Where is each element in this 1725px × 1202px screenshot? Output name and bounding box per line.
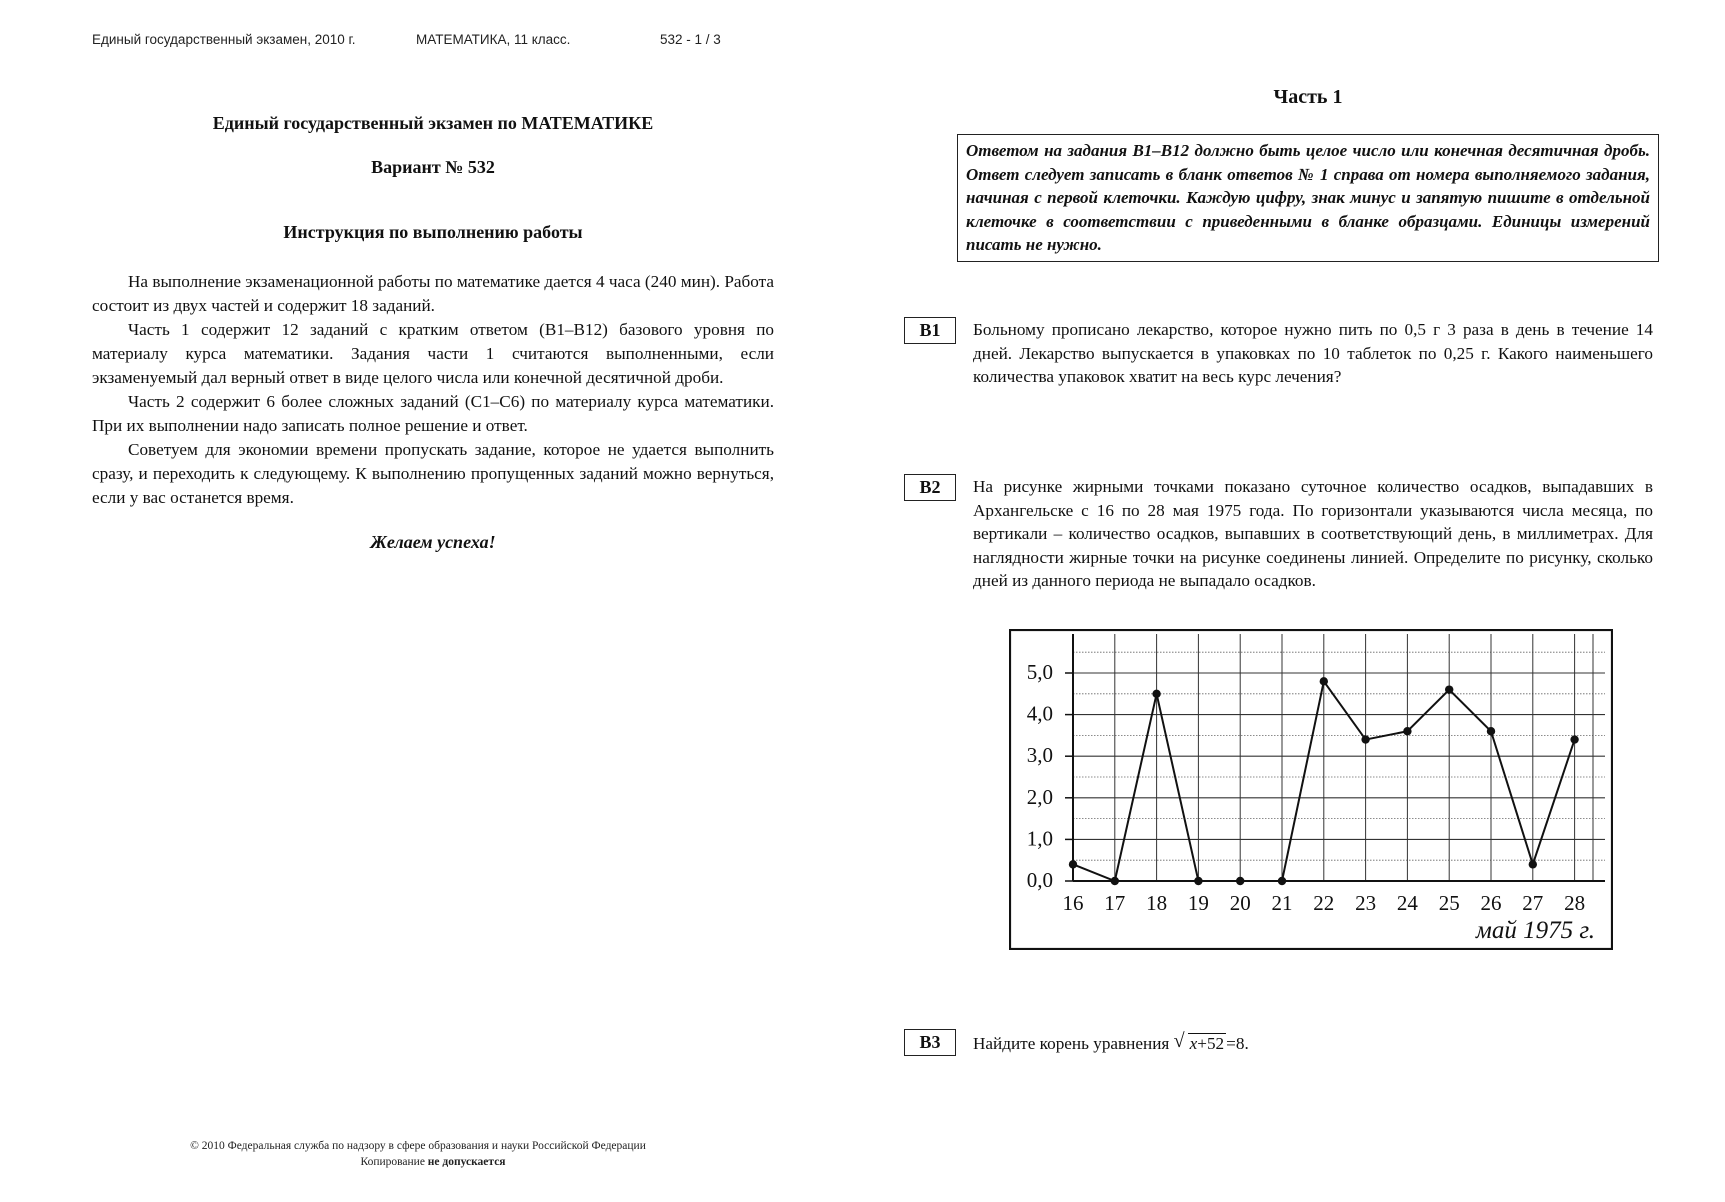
instructions-body bbox=[92, 270, 774, 510]
task-label-b1: B1 bbox=[904, 317, 956, 344]
copy-notice-bold: не допускается bbox=[427, 1156, 506, 1168]
data-point bbox=[1570, 735, 1578, 743]
instructions-title: Инструкция по выполнению работы bbox=[283, 222, 583, 242]
precipitation-chart-svg bbox=[1009, 629, 1613, 950]
data-point bbox=[1529, 860, 1537, 868]
x-tick-label: 21 bbox=[1271, 891, 1293, 915]
header-exam: Единый государственный экзамен, 2010 г. bbox=[92, 32, 356, 47]
x-tick-label: 26 bbox=[1480, 891, 1502, 915]
data-point bbox=[1069, 860, 1077, 868]
task-text-b3 bbox=[973, 1032, 1653, 1056]
copyright-footer bbox=[92, 1138, 774, 1170]
good-luck-text: Желаем успеха! bbox=[370, 532, 496, 552]
task-text-b2: На рисунке жирными точками показано суточное количество осадков, выпадавших в Архангельске с 16 по 28 мая 1975 года. По горизонтали указываются числа месяца, по вертикали – количество осадков, выпавших в соответствующий день, в миллиметрах. Для наглядности жирные точки на рисунке соединены линией. Определите по рисунку, сколько дней из данного периода не выпадало осадков. bbox=[973, 477, 1653, 590]
equation-variable: x bbox=[1189, 1034, 1198, 1053]
data-point bbox=[1361, 735, 1369, 743]
y-tick-label: 1,0 bbox=[1026, 826, 1053, 851]
data-point bbox=[1194, 877, 1202, 885]
task-label-b3: B3 bbox=[904, 1029, 956, 1056]
copy-notice-prefix: Копирование bbox=[360, 1156, 428, 1168]
exam-title: Единый государственный экзамен по МАТЕМАТИКЕ bbox=[212, 113, 654, 133]
variant-title: Вариант № 532 bbox=[371, 157, 495, 177]
x-tick-label: 23 bbox=[1355, 891, 1377, 915]
task-label-b2: B2 bbox=[904, 474, 956, 501]
y-tick-label: 0,0 bbox=[1026, 868, 1053, 892]
answer-instructions-box: Ответом на задания В1–В12 должно быть целое число или конечная десятичная дробь. Ответ следует записать в бланк ответов № 1 справа от номера выполняемого задания, начиная с первой клеточки. Каждую цифру, знак минус и запятую пишите в отдельной клеточке в соответствии с приведенными в бланке образцами. Единицы измерений писать не нужно. bbox=[957, 134, 1659, 262]
instructions-column bbox=[92, 110, 774, 553]
header-page-number: 532 - 1 / 3 bbox=[660, 32, 721, 47]
instructions-paragraph: На выполнение экзаменационной работы по математике дается 4 часа (240 мин). Работа состоит из двух частей и содержит 18 заданий. bbox=[92, 272, 774, 315]
square-root bbox=[1174, 1032, 1227, 1056]
data-point bbox=[1445, 685, 1453, 693]
task-b3-prefix: Найдите корень уравнения bbox=[973, 1034, 1174, 1053]
y-tick-label: 3,0 bbox=[1026, 743, 1053, 768]
y-tick-label: 4,0 bbox=[1026, 701, 1053, 726]
x-tick-label: 28 bbox=[1564, 891, 1586, 915]
instructions-paragraph: Часть 2 содержит 6 более сложных заданий (С1–С6) по материалу курса математики. При их выполнении надо записать полное решение и ответ. bbox=[92, 392, 774, 435]
data-point bbox=[1487, 727, 1495, 735]
radical-sign-icon: √ bbox=[1173, 1030, 1185, 1052]
equation-plus: + bbox=[1197, 1034, 1207, 1053]
precipitation-chart bbox=[1009, 629, 1613, 950]
x-tick-label: 18 bbox=[1146, 891, 1168, 915]
x-tick-label: 27 bbox=[1522, 891, 1544, 915]
x-tick-label: 24 bbox=[1396, 891, 1418, 915]
copy-notice bbox=[92, 1154, 774, 1170]
copyright-line: © 2010 Федеральная служба по надзору в сфере образования и науки Российской Федерации bbox=[190, 1140, 646, 1152]
x-tick-label: 19 bbox=[1187, 891, 1209, 915]
x-tick-label: 25 bbox=[1438, 891, 1460, 915]
x-tick-label: 17 bbox=[1104, 891, 1126, 915]
part-title: Часть 1 bbox=[1273, 86, 1343, 108]
y-tick-label: 5,0 bbox=[1026, 660, 1053, 684]
data-point bbox=[1278, 877, 1286, 885]
data-point bbox=[1236, 877, 1244, 885]
instructions-paragraph: Часть 1 содержит 12 заданий с кратким ответом (В1–В12) базового уровня по материалу курса математики. Задания части 1 считаются выполненными, если экзаменуемый дал верный ответ в виде целого числа или конечной десятичной дроби. bbox=[92, 320, 774, 387]
data-point bbox=[1152, 690, 1160, 698]
task-b3-suffix: . bbox=[1244, 1034, 1249, 1053]
data-point bbox=[1111, 877, 1119, 885]
y-tick-label: 2,0 bbox=[1026, 784, 1053, 809]
x-tick-label: 16 bbox=[1062, 891, 1084, 915]
instructions-paragraph: Советуем для экономии времени пропускать задание, которое не удается выполнить сразу, и переходить к следующему. К выполнению пропущенных заданий можно вернуться, если у вас останется время. bbox=[92, 440, 774, 507]
x-tick-label: 20 bbox=[1229, 891, 1251, 915]
x-axis-label: май 1975 г. bbox=[1475, 917, 1595, 944]
equation bbox=[1173, 1030, 1245, 1053]
radicand bbox=[1188, 1033, 1227, 1053]
x-tick-label: 22 bbox=[1313, 891, 1335, 915]
data-point bbox=[1403, 727, 1411, 735]
header-subject: МАТЕМАТИКА, 11 класс. bbox=[416, 32, 571, 47]
equation-rhs: =8 bbox=[1226, 1034, 1245, 1053]
task-text-b1: Больному прописано лекарство, которое нужно пить по 0,5 г 3 раза в день в течение 14 дней. Лекарство выпускается в упаковках по 10 таблеток по 0,25 г. Какого наименьшего количества упаковок хватит на весь курс лечения? bbox=[973, 320, 1653, 386]
data-point bbox=[1320, 677, 1328, 685]
equation-constant: 52 bbox=[1206, 1034, 1225, 1053]
